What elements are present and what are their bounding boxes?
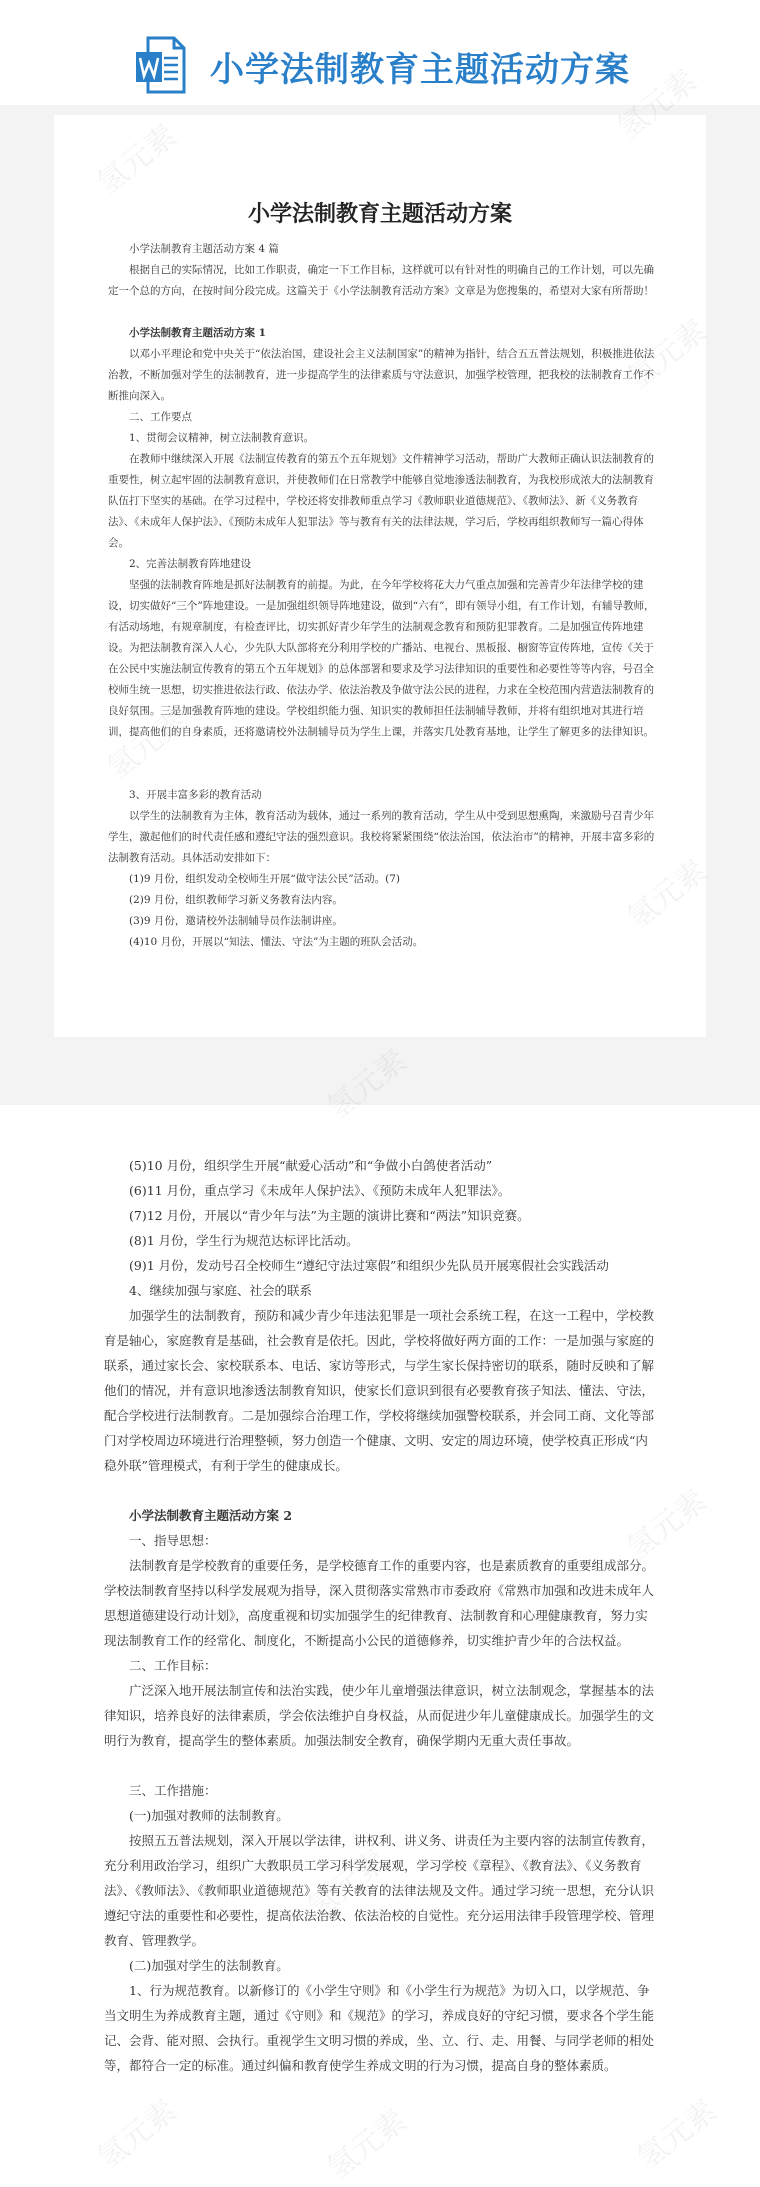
paragraph: 小学法制教育主题活动方案 4 篇 [129, 243, 279, 255]
list-item: (6)11 月份，重点学习《未成年人保护法》、《预防未成年人犯罪法》。 [129, 1183, 511, 1198]
list-item: (8)1 月份，学生行为规范达标评比活动。 [129, 1233, 359, 1248]
list-item: (4)10 月份，开展以“知法、懂法、守法”为主题的班队会活动。 [129, 936, 424, 948]
list-item: (7)12 月份，开展以“青少年与法”为主题的演讲比赛和“两法”知识竞赛。 [129, 1208, 530, 1223]
paragraph: 3、开展丰富多彩的教育活动 [129, 789, 262, 801]
list-item: (2)9 月份，组织教师学习新义务教育法内容。 [129, 894, 343, 906]
paragraph: 1、行为规范教育。以新修订的《小学生守则》和《小学生行为规范》为切入口，以学规范、争当文明生为养成教育主题，通过《守则》和《规范》的学习，养成良好的守纪习惯，要求各个学生能记、会背、能对照、会执行。重视学生文明习惯的养成，坐、立、行、走、用餐、与同学老师的相处等，都符合一定的标准。通过纠偏和教育使学生养成文明的行为习惯，提高自身的整体素质。 [104, 1983, 655, 2073]
paragraph: (二)加强对学生的法制教育。 [129, 1958, 289, 1973]
paragraph: 以学生的法制教育为主体，教育活动为载体，通过一系列的教育活动，学生从中受到思想熏陶，来激励号召青少年学生，激起他们的时代责任感和遵纪守法的强烈意识。我校将紧紧围绕“依法治国，依法治市”的精神，开展丰富多彩的法制教育活动。具体活动安排如下： [108, 810, 655, 864]
banner-title: 小学法制教育主题活动方案 [210, 50, 630, 90]
paragraph: 2、完善法制教育阵地建设 [129, 558, 252, 570]
paragraph: 三、工作措施： [129, 1783, 217, 1798]
paragraph: 二、工作要点 [129, 411, 192, 423]
paragraph: 4、继续加强与家庭、社会的联系 [129, 1283, 312, 1298]
paragraph: 根据自己的实际情况，比如工作职责，确定一下工作目标，这样就可以有针对性的明确自己的工作计划，可以先确定一个总的方向，在按时间分段完成。这篇关于《小学法制教育活动方案》文章是为您搜集的，希望对大家有所帮助！ [108, 264, 654, 297]
list-item: (9)1 月份，发动号召全校师生“遵纪守法过寒假”和组织少先队员开展寒假社会实践活动 [129, 1258, 609, 1273]
paragraph: 加强学生的法制教育，预防和减少青少年违法犯罪是一项社会系统工程，在这一工程中，学校教育是轴心，家庭教育是基础，社会教育是依托。因此，学校将做好两方面的工作：一是加强与家庭的联系，通过家长会、家校联系本、电话、家访等形式，与学生家长保持密切的联系，随时反映和了解他们的情况，并有意识地渗透法制教育知识，使家长们意识到很有必要教育孩子知法、懂法、守法，配合学校进行法制教育。二是加强综合治理工作，学校将继续加强警校联系，并会同工商、文化等部门对学校周边环境进行治理整顿，努力创造一个健康、文明、安定的周边环境，使学校真正形成“内稳外联”管理模式，有利于学生的健康成长。 [104, 1308, 655, 1473]
paragraph: 二、工作目标： [129, 1658, 217, 1673]
paragraph: 1、贯彻会议精神，树立法制教育意识。 [129, 432, 315, 444]
section-heading: 小学法制教育主题活动方案 1 [129, 327, 266, 339]
paragraph: 一、指导思想： [129, 1533, 217, 1548]
paragraph: 广泛深入地开展法制宣传和法治实践，使少年儿童增强法律意识，树立法制观念，掌握基本的法律知识，培养良好的法律素质，学会依法维护自身权益，从而促进少年儿童健康成长。加强学生的文明行为教育，提高学生的整体素质。加强法制安全教育，确保学期内无重大责任事故。 [104, 1683, 655, 1748]
paragraph: 法制教育是学校教育的重要任务，是学校德育工作的重要内容，也是素质教育的重要组成部分。学校法制教育坚持以科学发展观为指导，深入贯彻落实常熟市市委政府《常熟市加强和改进未成年人思想道德建设行动计划》，高度重视和切实加强学生的纪律教育、法制教育和心理健康教育，努力实现法制教育工作的经常化、制度化，不断提高小公民的道德修养，切实维护青少年的合法权益。 [104, 1558, 655, 1648]
paragraph: 按照五五普法规划，深入开展以学法律，讲权利、讲义务、讲责任为主要内容的法制宣传教育，充分利用政治学习，组织广大教职员工学习科学发展观，学习学校《章程》、《教育法》、《义务教育法》、《教师法》、《教师职业道德规范》等有关教育的法律法规及文件。通过学习统一思想，充分认识遵纪守法的重要性和必要性，提高依法治教、依法治校的自觉性。充分运用法律手段管理学校、管理教育、管理教学。 [104, 1833, 655, 1948]
document-page-1 [54, 115, 706, 1037]
document-title: 小学法制教育主题活动方案 [247, 201, 512, 227]
document-page-2 [54, 1148, 706, 2178]
list-item: (1)9 月份，组织发动全校师生开展“做守法公民”活动。(7) [129, 873, 400, 885]
header-banner [0, 0, 760, 115]
paragraph: 在教师中继续深入开展《法制宣传教育的第五个五年规划》文件精神学习活动，帮助广大教师正确认识法制教育的重要性，树立起牢固的法制教育意识，并使教师们在日常教学中能够自觉地渗透法制教育，为我校形成浓大的法制教育队伍打下坚实的基础。在学习过程中，学校还将安排教师重点学习《教师职业道德规范》、《教师法》、新《义务教育法》、《未成年人保护法》、《预防未成年人犯罪法》等与教育有关的法律法规，学习后，学校再组织教师写一篇心得体会。 [108, 453, 654, 549]
word-document-icon [134, 36, 186, 96]
list-item: (5)10 月份，组织学生开展“献爱心活动”和“争做小白鸽使者活动” [129, 1158, 493, 1173]
paragraph: 坚强的法制教育阵地是抓好法制教育的前提。为此，在今年学校将花大力气重点加强和完善青少年法律学校的建设，切实做好“三个”阵地建设。一是加强组织领导阵地建设，做到“六有”，即有领导小组，有工作计划，有辅导教师，有活动场地，有规章制度，有检查评比，切实抓好青少年学生的法制观念教育和预防犯罪教育。二是加强宣传阵地建设。为把法制教育深入人心，少先队大队部将充分利用学校的广播站、电视台、黑板报、橱窗等宣传阵地，宣传《关于在公民中实施法制宣传教育的第五个五年规划》的总体部署和要求及学习法律知识的重要性和必要性等等内容，号召全校师生统一思想，切实推进依法行政、依法办学、依法治教及争做守法公民的进程，力求在全校范围内营造法制教育的良好氛围。三是加强教育阵地的建设。学校组织能力强、知识实的教师担任法制辅导教师，并将有组织地对其进行培训，提高他们的自身素质，还将邀请校外法制辅导员为学生上课，并落实几处教育基地，让学生了解更多的法律知识。 [108, 579, 655, 738]
list-item: (3)9 月份，邀请校外法制辅导员作法制讲座。 [129, 915, 343, 927]
paragraph: 以邓小平理论和党中央关于“依法治国，建设社会主义法制国家”的精神为指针，结合五五普法规划，积极推进依法治教，不断加强对学生的法制教育，进一步提高学生的法律素质与守法意识，加强学校管理，把我校的法制教育工作不断推向深入。 [108, 348, 655, 402]
paragraph: (一)加强对教师的法制教育。 [129, 1808, 289, 1823]
section-heading: 小学法制教育主题活动方案 2 [129, 1508, 293, 1523]
